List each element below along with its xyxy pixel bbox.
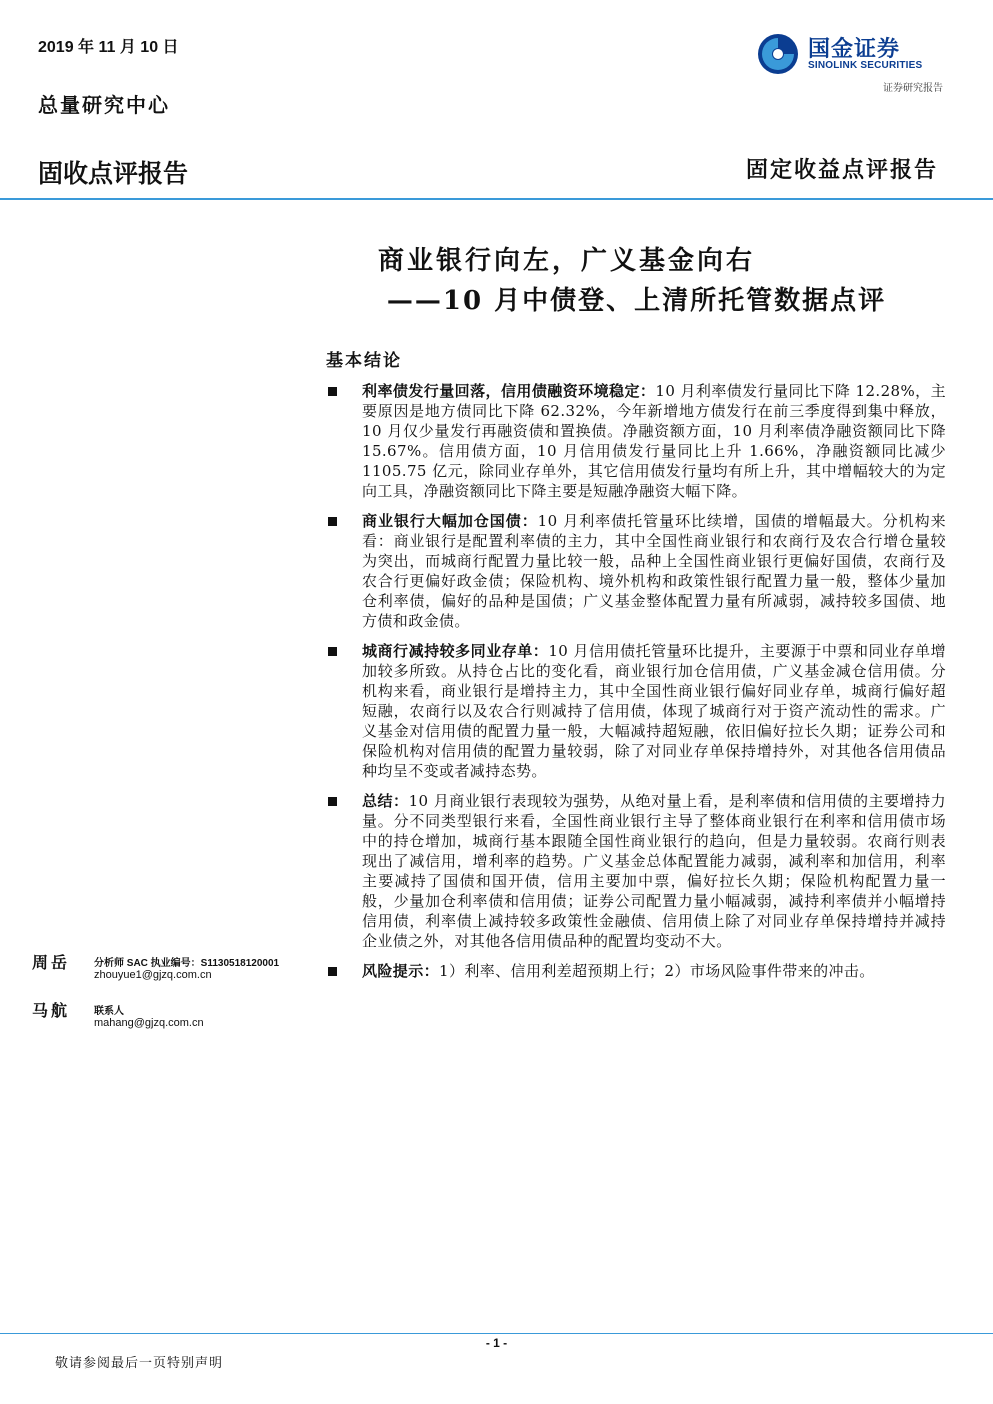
square-bullet-icon [328, 967, 337, 976]
conclusion-text: 10 月利率债发行量同比下降 12.28%，主要原因是地方债同比下降 62.32%，今年新增地方债发行在前三季度得到集中释放，10 月仅少量发行再融资债和置换债。净融资额方面，10 月利率债净融资额同比下降 15.67%。信用债方面，10 月信用债发行量同比上升 1.66%，净融资额同比减少 1105.75 亿元，除同业存单外，其它信用债发行量均有所上升，其中增幅较大的为定向工具，净融资额同比下降主要是短融净融资大幅下降。 [362, 382, 946, 500]
conclusion-item [326, 511, 946, 631]
report-subtitle: ——10 月中债登、上清所托管数据点评 [386, 286, 887, 316]
conclusion-lead: 商业银行大幅加仓国债： [362, 512, 538, 530]
author-email[interactable]: zhouyue1@gjzq.com.cn [94, 969, 212, 981]
report-date: 2019 年 11 月 10 日 [38, 39, 179, 56]
conclusion-lead: 总结： [362, 792, 409, 810]
conclusion-text: 10 月利率债托管量环比续增，国债的增幅最大。分机构来看：商业银行是配置利率债的主力，其中全国性商业银行和农商行及农合行增仓量较为突出，而城商行配置力量比较一般，品种上全国性商业银行更偏好国债，农商行及农合行更偏好政金债；保险机构、境外机构和政策性银行配置力量一般，整体少量加仓利率债，偏好的品种是国债；广义基金整体配置力量有所减弱，减持较多国债、地方债和政金债。 [362, 512, 946, 630]
company-logo [756, 30, 946, 78]
conclusion-item [326, 641, 946, 781]
logo-chinese-name: 国金证券 [808, 36, 901, 61]
author-role: 分析师 SAC 执业编号：S1130518120001 [94, 958, 280, 969]
report-type-right: 固定收益点评报告 [745, 157, 938, 183]
author-entry [32, 996, 312, 1044]
report-title: 商业银行向左，广义基金向右 [377, 246, 755, 276]
author-block [32, 948, 312, 1044]
conclusion-item [326, 791, 946, 951]
square-bullet-icon [328, 517, 337, 526]
logo-english-name: SINOLINK SECURITIES [808, 60, 923, 71]
footer-disclaimer: 敬请参阅最后一页特别声明 [55, 1356, 224, 1371]
author-name: 马航 [32, 1001, 71, 1020]
author-entry [32, 948, 312, 996]
header-divider [0, 198, 993, 200]
author-name: 周岳 [32, 953, 71, 972]
footer-divider [0, 1333, 993, 1334]
section-heading: 基本结论 [326, 351, 402, 371]
square-bullet-icon [328, 797, 337, 806]
conclusion-text: 10 月信用债托管量环比提升，主要源于中票和同业存单增加较多所致。从持仓占比的变化看，商业银行加仓信用债，广义基金减仓信用债。分机构来看，商业银行是增持主力，其中全国性商业银行偏好同业存单，城商行偏好超短融，农商行以及农合行则减持了信用债，体现了城商行对于资产流动性的需求。广义基金对信用债的配置力量一般，大幅减持超短融，依旧偏好拉长久期；证券公司和保险机构对信用债的配置力量较弱，除了对同业存单保持增持外，对其他各信用债品种均呈不变或者减持态势。 [362, 642, 946, 780]
author-email[interactable]: mahang@gjzq.com.cn [94, 1017, 204, 1029]
department-name: 总量研究中心 [38, 93, 170, 117]
conclusion-lead: 城商行减持较多同业存单： [362, 642, 549, 660]
conclusion-lead: 风险提示： [362, 962, 440, 980]
conclusion-text: 1）利率、信用利差超预期上行；2）市场风险事件带来的冲击。 [439, 962, 875, 980]
page-number: - 1 - [485, 1336, 508, 1350]
square-bullet-icon [328, 647, 337, 656]
square-bullet-icon [328, 387, 337, 396]
logo-mark-icon [756, 32, 800, 76]
report-type: 固收点评报告 [38, 160, 189, 188]
conclusion-item [326, 961, 946, 981]
conclusion-item [326, 381, 946, 501]
conclusion-lead: 利率债发行量回落，信用债融资环境稳定： [362, 382, 656, 400]
conclusion-text: 10 月商业银行表现较为强势，从绝对量上看，是利率债和信用债的主要增持力量。分不同类型银行来看，全国性商业银行主导了整体商业银行在利率和信用债市场中的持仓增加，城商行基本跟随全国性商业银行的趋向，但是力量较弱。农商行则表现出了减信用，增利率的趋势。广义基金总体配置能力减弱，减利率和加信用，利率主要减持了国债和国开债，信用主要加中票，偏好拉长久期；保险机构配置力量一般，少量加仓利率债和信用债；证券公司配置力量小幅减弱，减持利率债并小幅增持信用债，利率债上减持较多政策性金融债、信用债上除了对同业存单保持增持并减持企业债之外，对其他各信用债品种的配置均变动不大。 [362, 792, 946, 950]
author-role: 联系人 [94, 1006, 124, 1017]
conclusion-list [326, 381, 946, 991]
logo-subtitle: 证券研究报告 [883, 83, 943, 94]
